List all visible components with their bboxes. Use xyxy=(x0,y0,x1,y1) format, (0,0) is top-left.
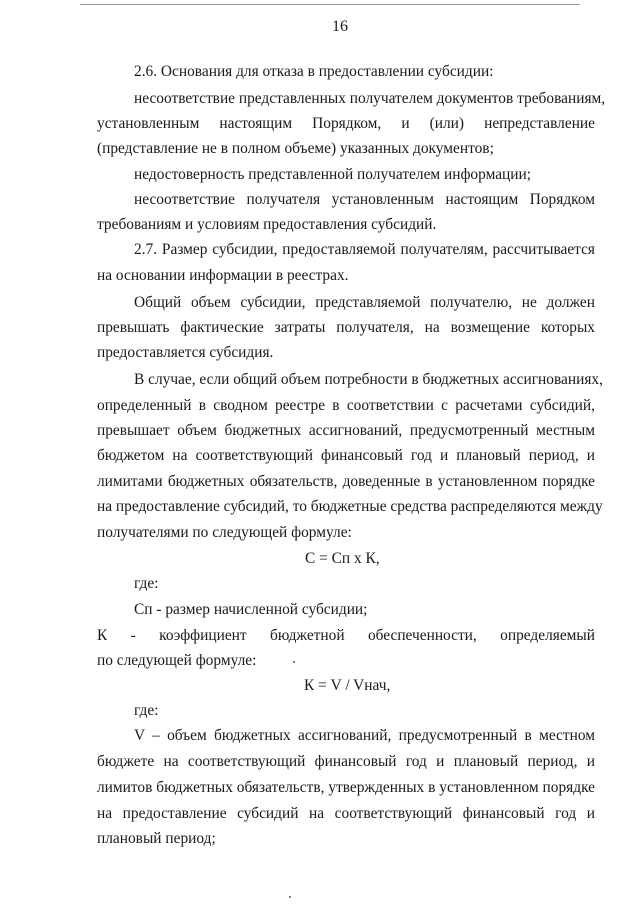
paragraph-line: превышать фактические затраты получателя, на возмещение которых xyxy=(97,319,595,336)
section-2-6-heading: 2.6. Основания для отказа в предоставлении субсидии: xyxy=(134,63,494,80)
paragraph-line: Общий объем субсидии, представляемой получателю, не должен xyxy=(134,294,595,311)
page-number: 16 xyxy=(332,18,348,35)
section-2-7-heading: 2.7. Размер субсидии, предоставляемой получателям, рассчитывается xyxy=(134,241,595,258)
paragraph-line: недостоверность представленной получателем информации; xyxy=(134,166,532,183)
paragraph-line: предоставляется субсидия. xyxy=(97,344,274,361)
paragraph-line: бюджетом на соответствующий финансовый год и плановый период, и xyxy=(97,447,595,464)
paragraph-line: лимитов бюджетных обязательств, утвержденных в установленном порядке xyxy=(97,779,595,796)
paragraph-line: установленным настоящим Порядком, и (или) непредставление xyxy=(97,115,595,132)
paragraph-line: плановый период; xyxy=(97,830,216,847)
top-rule xyxy=(80,4,580,5)
paragraph-line: требованиям и условиям предоставления субсидий. xyxy=(97,216,437,233)
definition-line: V – объем бюджетных ассигнований, предусмотренный в местном xyxy=(134,727,595,744)
scan-speck xyxy=(293,661,295,663)
paragraph-line: несоответствие представленных получателем документов требованиям, xyxy=(134,90,606,107)
paragraph-line: по следующей формуле: xyxy=(97,652,257,669)
paragraph-line: на основании информации в реестрах. xyxy=(97,267,349,284)
formula-k: К = V / Vнач, xyxy=(304,677,391,694)
paragraph-line: на предоставление субсидий на соответствующий финансовый год и xyxy=(97,805,595,822)
where-label: где: xyxy=(134,575,159,592)
paragraph-line: бюджете на соответствующий финансовый год и плановый период, и xyxy=(97,753,595,770)
paragraph-line: на предоставление субсидий, то бюджетные средства распределяются между xyxy=(97,498,603,515)
paragraph-line: (представление не в полном объеме) указанных документов; xyxy=(97,140,494,157)
paragraph-line: В случае, если общий объем потребности в бюджетных ассигнованиях, xyxy=(134,371,603,388)
paragraph-line: лимитами бюджетных обязательств, доведенные в установленном порядке xyxy=(97,473,595,490)
paragraph-line: получателями по следующей формуле: xyxy=(97,524,352,541)
paragraph-line: определенный в сводном реестре в соответствии с расчетами субсидий, xyxy=(97,397,595,414)
definition-line: К - коэффициент бюджетной обеспеченности, определяемый xyxy=(97,627,595,644)
paragraph-line: несоответствие получателя установленным настоящим Порядком xyxy=(134,191,595,208)
definition-line: Сп - размер начисленной субсидии; xyxy=(134,601,368,618)
paragraph-line: превышает объем бюджетных ассигнований, предусмотренный местным xyxy=(97,422,595,439)
formula-c: С = Сп х К, xyxy=(305,550,380,567)
where-label: где: xyxy=(134,702,159,719)
scan-speck xyxy=(289,896,291,898)
